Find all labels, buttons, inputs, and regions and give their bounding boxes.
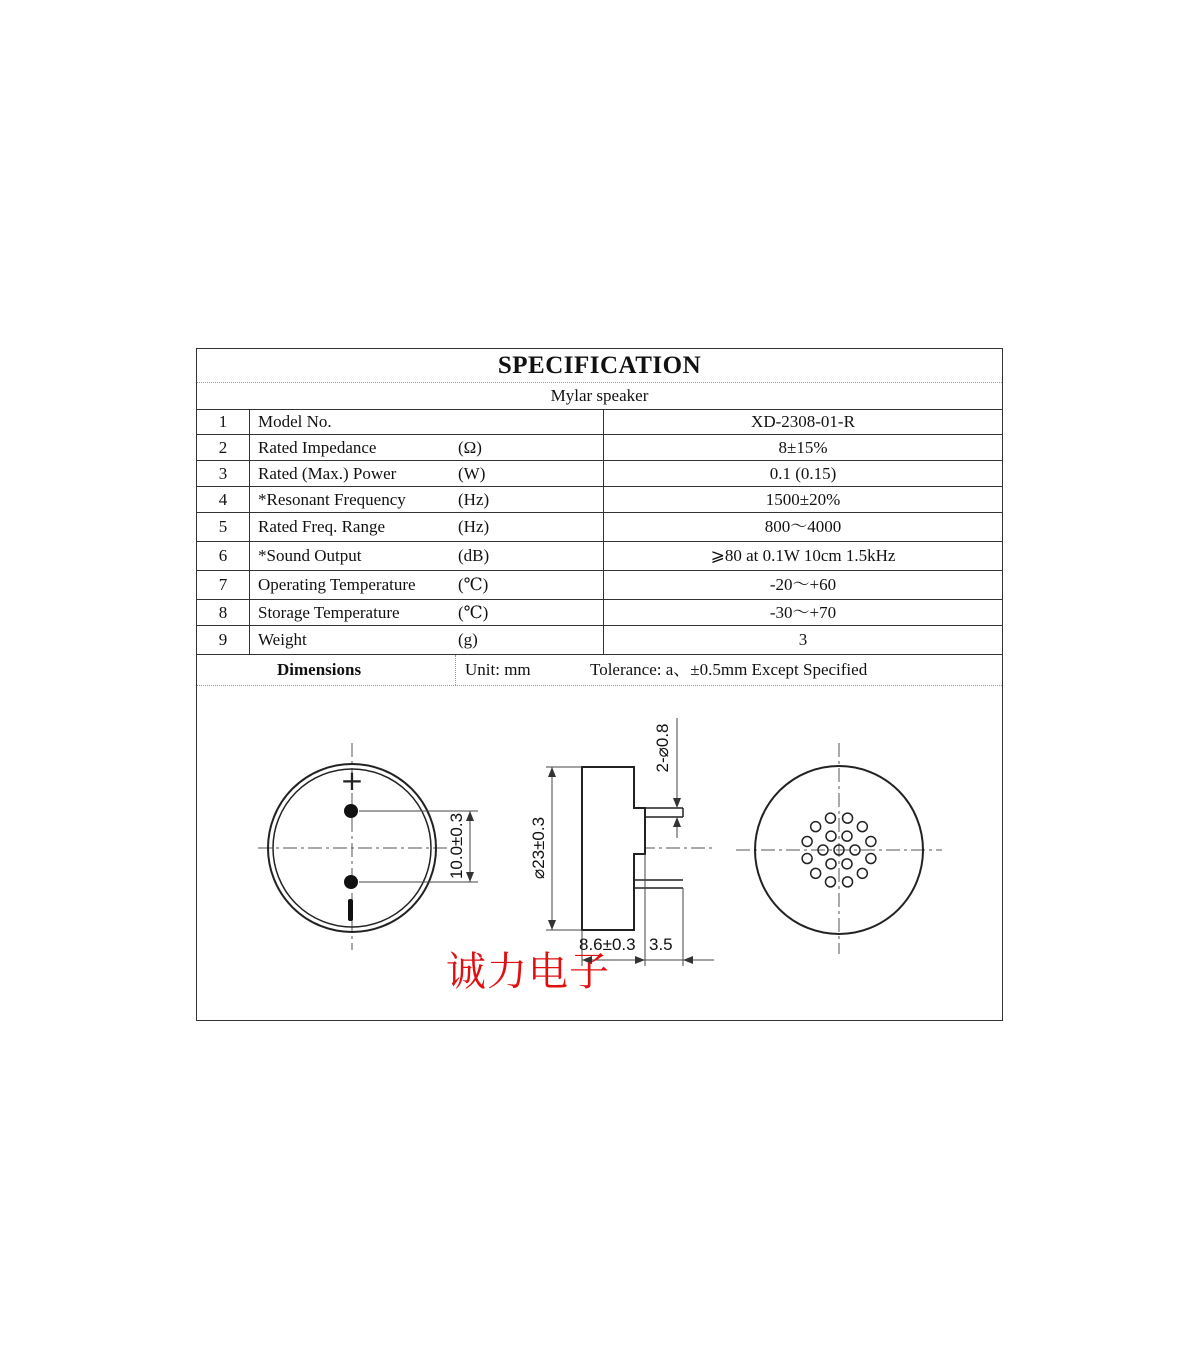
row-unit: (W) — [458, 461, 604, 487]
row-parameter: *Sound Output — [250, 542, 459, 571]
sound-hole — [866, 854, 876, 864]
minus-terminal-mark — [348, 899, 353, 921]
row-number: 4 — [197, 487, 250, 513]
spec-subtitle: Mylar speaker — [197, 383, 1002, 410]
row-number: 2 — [197, 435, 250, 461]
row-parameter: Rated Impedance — [250, 435, 459, 461]
row-number: 9 — [197, 626, 250, 655]
brand-watermark: 诚力电子 — [446, 949, 610, 995]
pin-spacing-dimension: 10.0±0.3 — [447, 812, 466, 880]
row-value: 1500±20% — [604, 487, 1003, 513]
dimensions-header — [197, 655, 1002, 686]
row-unit: (Hz) — [458, 487, 604, 513]
row-unit: (dB) — [458, 542, 604, 571]
height-dimension: 8.6±0.3 — [579, 935, 636, 954]
sound-hole — [842, 859, 852, 869]
terminal-dot — [344, 804, 358, 818]
row-number: 6 — [197, 542, 250, 571]
sound-hole — [811, 822, 821, 832]
sound-hole — [826, 831, 836, 841]
row-value: 3 — [604, 626, 1003, 655]
row-value: -20～+60 — [604, 571, 1003, 600]
row-parameter: Operating Temperature — [250, 571, 459, 600]
speaker-side-view — [529, 718, 714, 966]
dimensions-label: Dimensions — [277, 660, 362, 679]
dimensions-tolerance: Tolerance: a、±0.5mm Except Specified — [590, 660, 868, 679]
row-unit: (g) — [458, 626, 604, 655]
row-value: -30～+70 — [604, 600, 1003, 626]
sound-hole — [825, 877, 835, 887]
sound-hole — [802, 836, 812, 846]
spec-title: SPECIFICATION — [197, 349, 1002, 383]
spec-table — [197, 409, 1002, 655]
diameter-dimension: ⌀23±0.3 — [529, 816, 548, 880]
row-number: 7 — [197, 571, 250, 600]
sound-hole — [802, 854, 812, 864]
plus-terminal-mark: + — [340, 764, 364, 797]
row-number: 3 — [197, 461, 250, 487]
row-value: XD-2308-01-R — [604, 409, 1003, 435]
sound-hole — [857, 868, 867, 878]
table-row — [197, 542, 1002, 571]
row-value: ⩾80 at 0.1W 10cm 1.5kHz — [604, 542, 1003, 571]
table-row — [197, 571, 1002, 600]
table-row — [197, 435, 1002, 461]
table-row — [197, 513, 1002, 542]
divider — [455, 655, 456, 685]
row-number: 5 — [197, 513, 250, 542]
row-unit — [458, 409, 604, 435]
table-row — [197, 600, 1002, 626]
row-number: 8 — [197, 600, 250, 626]
table-row — [197, 461, 1002, 487]
table-row — [197, 409, 1002, 435]
sound-hole — [811, 868, 821, 878]
row-parameter: *Resonant Frequency — [250, 487, 459, 513]
sound-hole — [857, 822, 867, 832]
row-unit: (℃) — [458, 571, 604, 600]
row-parameter: Model No. — [250, 409, 459, 435]
table-row — [197, 487, 1002, 513]
row-value: 8±15% — [604, 435, 1003, 461]
sound-hole — [825, 813, 835, 823]
row-unit: (Hz) — [458, 513, 604, 542]
sound-hole — [842, 831, 852, 841]
row-parameter: Rated (Max.) Power — [250, 461, 459, 487]
row-value: 800～4000 — [604, 513, 1003, 542]
pin-length-dimension: 3.5 — [649, 935, 673, 954]
row-unit: (℃) — [458, 600, 604, 626]
row-parameter: Rated Freq. Range — [250, 513, 459, 542]
speaker-front-view — [736, 743, 942, 954]
row-parameter: Storage Temperature — [250, 600, 459, 626]
sound-hole — [843, 877, 853, 887]
sound-hole — [843, 813, 853, 823]
table-row — [197, 626, 1002, 655]
pin-size-dimension: 2-⌀0.8 — [653, 723, 672, 773]
dimensions-unit: Unit: mm — [465, 660, 531, 679]
speaker-back-view — [258, 743, 478, 950]
row-value: 0.1 (0.15) — [604, 461, 1003, 487]
sound-hole — [826, 859, 836, 869]
row-parameter: Weight — [250, 626, 459, 655]
row-unit: (Ω) — [458, 435, 604, 461]
row-number: 1 — [197, 409, 250, 435]
sound-hole — [866, 836, 876, 846]
terminal-dot — [344, 875, 358, 889]
